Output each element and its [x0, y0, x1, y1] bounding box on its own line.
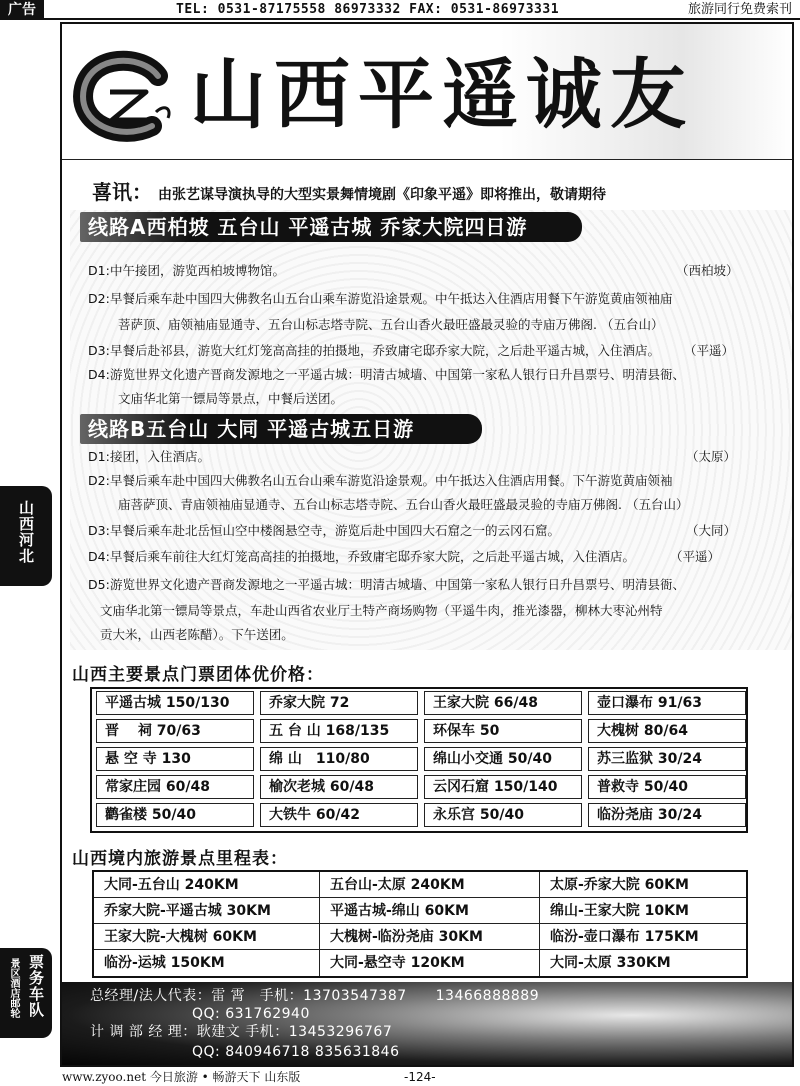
day-code: D4:	[88, 367, 110, 382]
distance-cell: 太原-乔家大院 60KM	[550, 877, 689, 893]
distance-row	[94, 898, 746, 924]
day-place: （平遥）	[684, 343, 735, 358]
planner-contact: 计 调 部 经 理：耿建文 手机：13453296767	[90, 1024, 393, 1040]
top-bar	[0, 0, 800, 20]
price-cell: 普救寺 50/40	[588, 775, 746, 799]
route-b-day-4	[88, 546, 721, 568]
header-banner	[62, 24, 792, 160]
company-logo-icon	[72, 46, 182, 146]
day-code: D4:	[88, 549, 110, 564]
day-text: 庙菩萨顶、青庙领袖庙显通寺、五台山标志塔寺院、五台山香火最旺盛最灵验的寺庙万佛阁.	[118, 497, 622, 512]
price-row	[92, 717, 746, 745]
day-text: 早餐后乘车赴北岳恒山空中楼阁悬空寺，游览后赴中国四大石窟之一的云冈石窟。	[110, 523, 561, 538]
day-text: 接团，入住酒店。	[110, 449, 211, 464]
price-cell: 大槐树 80/64	[588, 719, 746, 743]
day-place: （西柏坡）	[676, 263, 739, 278]
route-a-title: 线路A西柏坡 五台山 平遥古城 乔家大院四日游	[80, 212, 582, 242]
price-cell: 临汾尧庙 30/24	[588, 803, 746, 827]
tel-fax-line: TEL: 0531-87175558 86973332 FAX: 0531-86973331	[176, 2, 560, 17]
day-place: （五台山）	[625, 497, 689, 512]
day-code: D5:	[88, 577, 110, 592]
day-place: （太原）	[686, 449, 737, 464]
price-heading: 山西主要景点门票团体优价格：	[72, 665, 324, 685]
price-cell: 王家大院 66/48	[424, 691, 582, 715]
price-row	[92, 801, 746, 829]
day-code: D1:	[88, 449, 110, 464]
price-table	[90, 687, 748, 833]
price-cell: 榆次老城 60/48	[260, 775, 418, 799]
route-b-day-5	[88, 574, 685, 596]
price-cell: 常家庄园 60/48	[96, 775, 254, 799]
distance-row	[94, 924, 746, 950]
day-text: 菩萨顶、庙领袖庙显通寺、五台山标志塔寺院、五台山香火最旺盛最灵验的寺庙万佛阁.	[118, 317, 597, 332]
price-cell: 平遥古城 150/130	[96, 691, 254, 715]
day-text: 中午接团，游览西柏坡博物馆。	[110, 263, 286, 278]
price-cell: 云冈石窟 150/140	[424, 775, 582, 799]
contact-panel	[62, 982, 792, 1065]
price-row	[92, 773, 746, 801]
price-row	[92, 745, 746, 773]
price-cell: 绵 山 110/80	[260, 747, 418, 771]
distance-cell: 绵山-王家大院 10KM	[550, 903, 689, 919]
day-code: D1:	[88, 263, 110, 278]
day-text: 游览世界文化遗产晋商发源地之一平遥古城：明清古城墙、中国第一家私人银行日升昌票号、明清县衙、	[110, 367, 686, 382]
route-a-day-2	[88, 288, 673, 310]
ad-tag: 广告	[0, 0, 44, 20]
route-a-day-4	[88, 364, 685, 386]
route-a-day-1	[88, 260, 739, 282]
region-side-tab	[0, 486, 52, 586]
route-b-day-2	[88, 470, 673, 492]
company-name: 山西平遥诚友	[190, 50, 694, 139]
route-b-day-5-cont-1	[100, 600, 663, 622]
planner-qq: QQ: 840946718 835631846	[192, 1044, 400, 1060]
price-cell: 大铁牛 60/42	[260, 803, 418, 827]
route-b-day-5-cont-2	[100, 624, 294, 646]
day-code: D2:	[88, 291, 110, 306]
distance-row	[94, 872, 746, 898]
distance-cell: 大同-五台山 240KM	[94, 872, 320, 898]
free-index-label: 旅游同行免费索刊	[687, 2, 792, 17]
distance-cell: 大同-太原 330KM	[550, 955, 671, 971]
news-banner	[92, 180, 792, 207]
price-cell: 环保车 50	[424, 719, 582, 743]
services-label: 票务车队	[27, 954, 45, 1018]
distance-cell: 平遥古城-绵山 60KM	[320, 898, 540, 924]
route-a-day-4-cont	[118, 388, 343, 410]
price-cell: 悬 空 寺 130	[96, 747, 254, 771]
services-sub-label: 景区酒店邮轮	[8, 958, 19, 1018]
distance-cell: 王家大院-大槐树 60KM	[94, 924, 320, 950]
price-row	[92, 689, 746, 717]
distance-cell: 大槐树-临汾尧庙 30KM	[320, 924, 540, 950]
route-a-day-3	[88, 340, 735, 362]
price-cell: 晋 祠 70/63	[96, 719, 254, 743]
distance-cell: 大同-悬空寺 120KM	[320, 950, 540, 976]
day-text: 早餐后乘车前往大红灯笼高高挂的拍摄地，乔致庸宅邸乔家大院，之后赴平遥古城，入住酒店。	[110, 549, 636, 564]
footer-site: www.zyoo.net 今日旅游 • 畅游天下 山东版	[62, 1070, 301, 1084]
price-cell: 壶口瀑布 91/63	[588, 691, 746, 715]
news-label: 喜讯：	[92, 180, 152, 204]
route-b-title: 线路B五台山 大同 平遥古城五日游	[80, 414, 482, 444]
route-b-day-3	[88, 520, 737, 542]
day-code: D3:	[88, 343, 110, 358]
day-text: 早餐后乘车赴中国四大佛教名山五台山乘车游览沿途景观。中午抵达入住酒店用餐下午游览黄庙领袖庙	[110, 291, 673, 306]
price-cell: 鹳雀楼 50/40	[96, 803, 254, 827]
day-text: 文庙华北第一镖局等景点，车赴山西省农业厅土特产商场购物（平遥牛肉，推光漆器，柳林大枣沁州特	[100, 603, 663, 618]
price-cell: 苏三监狱 30/24	[588, 747, 746, 771]
region-label: 山西河北	[17, 500, 35, 564]
day-place: （平遥）	[670, 549, 721, 564]
day-text: 早餐后乘车赴中国四大佛教名山五台山乘车游览沿途景观。中午抵达入住酒店用餐。下午游览黄庙领袖	[110, 473, 673, 488]
manager-contact: 总经理/法人代表：雷 霄 手机：13703547387 13466888889	[90, 988, 540, 1004]
day-text: 早餐后赴祁县，游览大红灯笼高高挂的拍摄地，乔致庸宅邸乔家大院，之后赴平遥古城，入住酒店。	[110, 343, 661, 358]
price-cell: 乔家大院 72	[260, 691, 418, 715]
day-place: （大同）	[686, 523, 737, 538]
day-text: 贡大米，山西老陈醋）。下午送团。	[100, 627, 294, 642]
route-a-day-2-cont	[118, 314, 663, 336]
day-text: 文庙华北第一镖局等景点，中餐后送团。	[118, 391, 344, 406]
distance-cell: 临汾-运城 150KM	[94, 950, 320, 976]
day-code: D3:	[88, 523, 110, 538]
day-text: 游览世界文化遗产晋商发源地之一平遥古城：明清古城墙、中国第一家私人银行日升昌票号、明清县衙、	[110, 577, 686, 592]
day-place: （五台山）	[600, 317, 664, 332]
price-cell: 五 台 山 168/135	[260, 719, 418, 743]
price-cell: 永乐宫 50/40	[424, 803, 582, 827]
distance-table	[92, 870, 748, 978]
distance-cell: 五台山-太原 240KM	[320, 872, 540, 898]
services-side-tab	[0, 948, 52, 1038]
distance-row	[94, 950, 746, 976]
page-number: -124-	[404, 1070, 436, 1084]
distance-heading: 山西境内旅游景点里程表：	[72, 849, 288, 869]
news-text: 由张艺谋导演执导的大型实景舞情境剧《印象平遥》即将推出，敬请期待	[158, 187, 606, 203]
route-b-day-1	[88, 446, 737, 468]
distance-cell: 临汾-壶口瀑布 175KM	[550, 929, 699, 945]
day-code: D2:	[88, 473, 110, 488]
distance-cell: 乔家大院-平遥古城 30KM	[94, 898, 320, 924]
price-cell: 绵山小交通 50/40	[424, 747, 582, 771]
manager-qq: QQ: 631762940	[192, 1006, 310, 1022]
route-b-day-2-cont	[118, 494, 688, 516]
